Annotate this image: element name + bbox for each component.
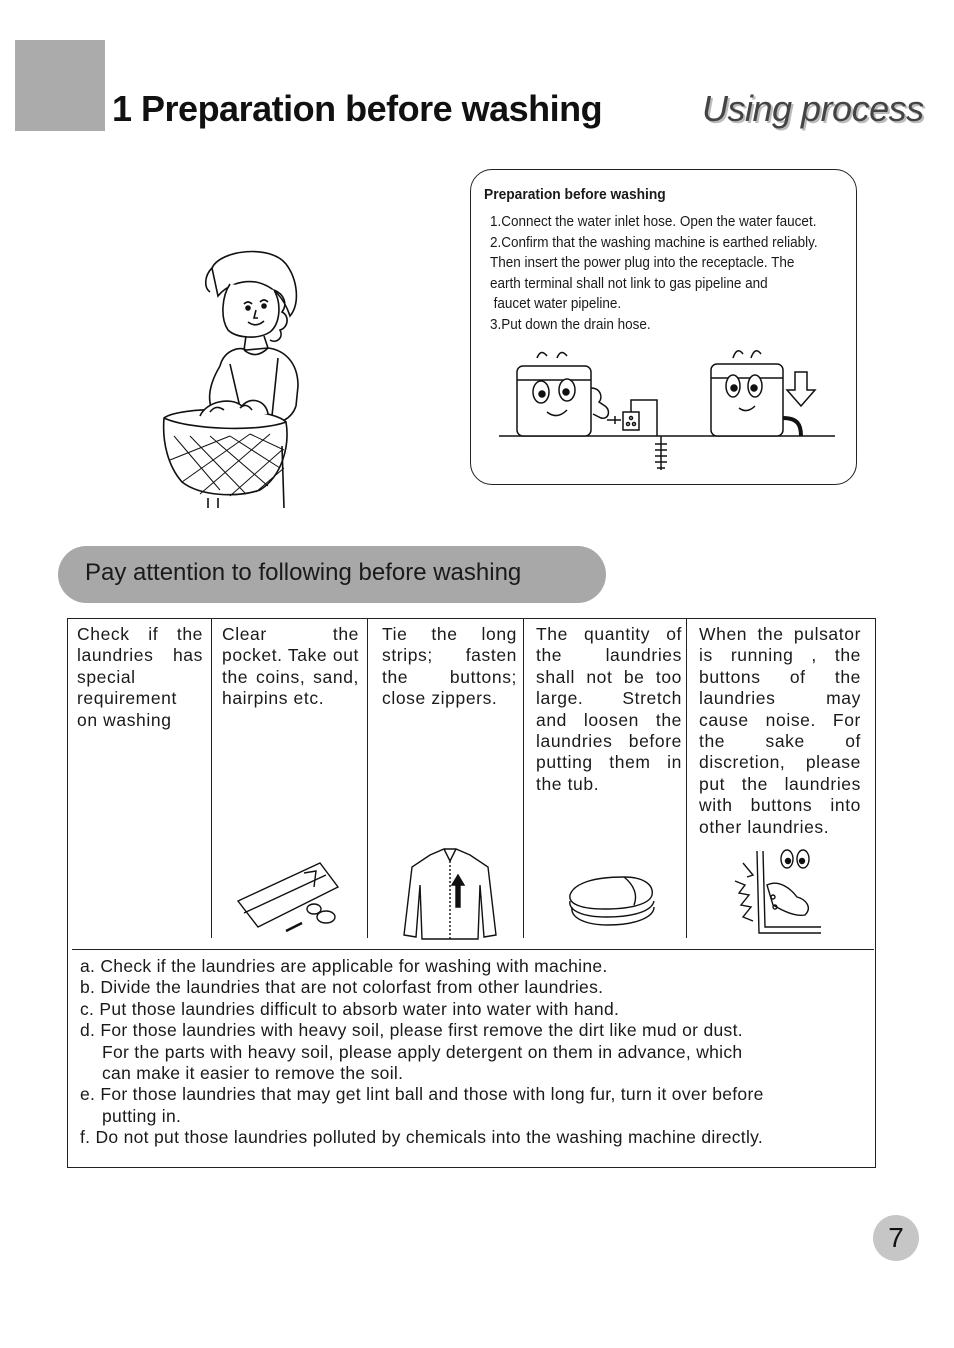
note-item-continued: putting in. <box>102 1105 182 1126</box>
tips-divider <box>72 949 874 950</box>
tip-column <box>523 619 686 938</box>
info-line: 3.Put down the drain hose. <box>490 315 651 333</box>
info-box-lines <box>490 212 818 336</box>
page-number-badge <box>873 1215 919 1261</box>
tip-column <box>686 619 875 938</box>
note-item: f. Do not put those laundries polluted by chemicals into the washing machine directly. <box>80 1127 764 1148</box>
tip-text: When the pulsator is running , the buttons of the laundries may cause noise. For the sake of discretion, please put the laundries with buttons into other laundries. <box>699 624 861 837</box>
washing-machines-icon <box>497 348 839 472</box>
note-item: d. For those laundries with heavy soil, please first remove the dirt like mud or dust. <box>80 1020 743 1041</box>
tip-text: Clear the pocket. Take out the coins, sand, hairpins etc. <box>222 624 359 709</box>
tip-text: Tie the long strips; fasten the buttons; close zippers. <box>382 624 517 709</box>
tips-table <box>67 618 876 1168</box>
note-item: a. Check if the laundries are applicable for washing with machine. <box>80 956 608 976</box>
tip-column <box>367 619 523 938</box>
info-line: 2.Confirm that the washing machine is earthed reliably. <box>490 233 818 251</box>
page-number: 7 <box>888 1222 904 1253</box>
noise-buttons-icon <box>733 845 829 941</box>
shirt-zipper-icon <box>400 845 500 941</box>
page-title: 1 Preparation before washing <box>112 88 603 129</box>
tip-text: Check if the laundries has special requirement on washing <box>77 624 203 730</box>
woman-with-basket-icon <box>160 246 310 511</box>
info-line: earth terminal shall not link to gas pipeline and <box>490 274 768 292</box>
attention-banner <box>58 546 606 603</box>
tip-text: The quantity of the laundries shall not be too large. Stretch and loosen the laundries before putting them in the tub. <box>536 624 682 794</box>
info-line: faucet water pipeline. <box>493 295 622 313</box>
info-box-heading: Preparation before washing <box>484 186 666 203</box>
info-line: Then insert the power plug into the receptacle. The <box>490 254 795 272</box>
note-item: b. Divide the laundries that are not colorfast from other laundries. <box>80 977 604 998</box>
pocket-coins-icon <box>234 857 344 937</box>
note-item-continued: For the parts with heavy soil, please apply detergent on them in advance, which <box>102 1041 743 1062</box>
note-item-continued: can make it easier to remove the soil. <box>102 1063 404 1084</box>
note-item: c. Put those laundries difficult to absorb water into water with hand. <box>80 998 620 1019</box>
info-line: 1.Connect the water inlet hose. Open the water faucet. <box>490 213 817 230</box>
folded-laundry-icon <box>564 871 660 931</box>
section-label: Using process <box>702 88 924 129</box>
tip-column <box>211 619 367 938</box>
note-item: e. For those laundries that may get lint ball and those with long fur, turn it over before <box>80 1084 764 1105</box>
corner-block <box>15 40 105 131</box>
attention-title: Pay attention to following before washing <box>85 559 522 586</box>
notes-list <box>80 956 764 1149</box>
tip-column <box>68 619 211 938</box>
preparation-info-box <box>470 169 857 485</box>
